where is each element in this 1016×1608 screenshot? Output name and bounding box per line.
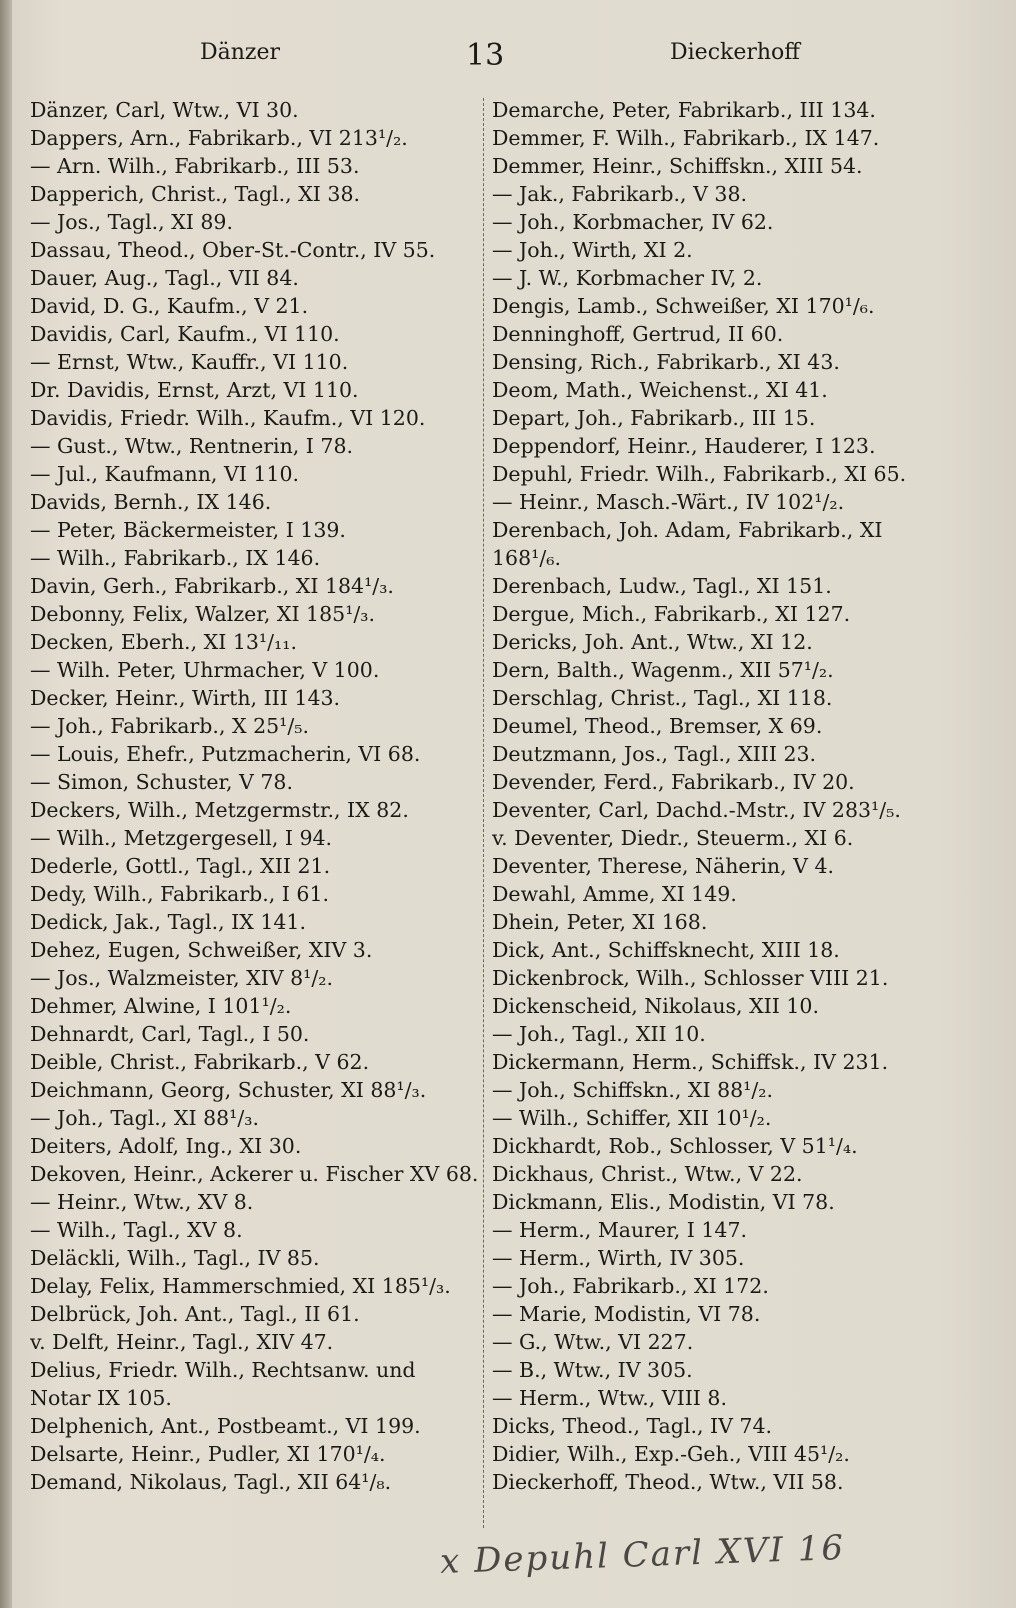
directory-entry: Dieckerhoff, Theod., Wtw., VII 58. [492,1470,844,1494]
directory-entry: David, D. G., Kaufm., V 21. [30,294,309,318]
directory-entry: — Joh., Korbmacher, IV 62. [492,210,774,234]
directory-entry: Depuhl, Friedr. Wilh., Fabrikarb., XI 65. [492,462,907,486]
directory-entry: Depart, Joh., Fabrikarb., III 15. [492,406,816,430]
directory-entry: Dehmer, Alwine, I 101¹/₂. [30,994,292,1018]
directory-entry: Dassau, Theod., Ober-St.-Contr., IV 55. [30,238,436,262]
directory-entry: Derenbach, Ludw., Tagl., XI 151. [492,574,832,598]
right-column [492,96,962,1496]
directory-entry: Derenbach, Joh. Adam, Fabrikarb., XI [492,518,883,542]
directory-entry: Deible, Christ., Fabrikarb., V 62. [30,1050,370,1074]
directory-entry: Demmer, F. Wilh., Fabrikarb., IX 147. [492,126,880,150]
directory-entry: Deom, Math., Weichenst., XI 41. [492,378,828,402]
directory-entry: — Wilh. Peter, Uhrmacher, V 100. [30,658,380,682]
directory-entry: v. Delft, Heinr., Tagl., XIV 47. [30,1330,334,1354]
directory-entry: — Herm., Maurer, I 147. [492,1218,747,1242]
directory-entry: Dhein, Peter, XI 168. [492,910,708,934]
directory-entry: Dewahl, Amme, XI 149. [492,882,737,906]
directory-entry: Dickermann, Herm., Schiffsk., IV 231. [492,1050,889,1074]
directory-entry: 168¹/₆. [492,546,561,570]
directory-entry: — Jos., Walzmeister, XIV 8¹/₂. [30,966,334,990]
directory-entry: Dickhardt, Rob., Schlosser, V 51¹/₄. [492,1134,858,1158]
directory-entry: — Joh., Schiffskn., XI 88¹/₂. [492,1078,774,1102]
directory-entry: Dick, Ant., Schiffsknecht, XIII 18. [492,938,840,962]
directory-entry: — Wilh., Metzgergesell, I 94. [30,826,333,850]
directory-entry: Deventer, Therese, Näherin, V 4. [492,854,835,878]
directory-entry: — Jul., Kaufmann, VI 110. [30,462,300,486]
directory-entry: — Louis, Ehefr., Putzmacherin, VI 68. [30,742,421,766]
directory-entry: — Heinr., Wtw., XV 8. [30,1190,254,1214]
directory-entry: Davidis, Carl, Kaufm., VI 110. [30,322,340,346]
directory-entry: Deichmann, Georg, Schuster, XI 88¹/₃. [30,1078,427,1102]
directory-entry: — Peter, Bäckermeister, I 139. [30,518,346,542]
directory-entry: — Joh., Fabrikarb., X 25¹/₅. [30,714,310,738]
directory-entry: Davin, Gerh., Fabrikarb., XI 184¹/₃. [30,574,394,598]
directory-entry: — B., Wtw., IV 305. [492,1358,693,1382]
directory-entry: Dergue, Mich., Fabrikarb., XI 127. [492,602,851,626]
directory-entry: Demand, Nikolaus, Tagl., XII 64¹/₈. [30,1470,392,1494]
directory-entry: Delay, Felix, Hammerschmied, XI 185¹/₃. [30,1274,451,1298]
column-divider [483,98,484,1528]
directory-entry: Dehnardt, Carl, Tagl., I 50. [30,1022,310,1046]
directory-entry: Dickmann, Elis., Modistin, VI 78. [492,1190,835,1214]
directory-entry: — Joh., Fabrikarb., XI 172. [492,1274,769,1298]
directory-entry: Dericks, Joh. Ant., Wtw., XI 12. [492,630,813,654]
directory-entry: Dickhaus, Christ., Wtw., V 22. [492,1162,803,1186]
directory-entry: Dappers, Arn., Fabrikarb., VI 213¹/₂. [30,126,408,150]
directory-entry: Demmer, Heinr., Schiffskn., XIII 54. [492,154,863,178]
directory-entry: Derschlag, Christ., Tagl., XI 118. [492,686,833,710]
directory-entry: — Jos., Tagl., XI 89. [30,210,233,234]
directory-entry: Deumel, Theod., Bremser, X 69. [492,714,823,738]
directory-entry: Delbrück, Joh. Ant., Tagl., II 61. [30,1302,360,1326]
directory-entry: — Ernst, Wtw., Kauffr., VI 110. [30,350,349,374]
page-binding-edge [0,0,12,1608]
directory-entry: — Wilh., Tagl., XV 8. [30,1218,243,1242]
directory-entry: — Gust., Wtw., Rentnerin, I 78. [30,434,354,458]
directory-entry: Dr. Davidis, Ernst, Arzt, VI 110. [30,378,359,402]
directory-entry: Notar IX 105. [30,1386,172,1410]
directory-entry: Delsarte, Heinr., Pudler, XI 170¹/₄. [30,1442,386,1466]
directory-entry: Deckers, Wilh., Metzgermstr., IX 82. [30,798,409,822]
directory-entry: — Joh., Tagl., XII 10. [492,1022,706,1046]
directory-entry: — Marie, Modistin, VI 78. [492,1302,761,1326]
directory-entry: — Joh., Tagl., XI 88¹/₃. [30,1106,260,1130]
directory-entry: Dedick, Jak., Tagl., IX 141. [30,910,306,934]
directory-entry: Dicks, Theod., Tagl., IV 74. [492,1414,773,1438]
directory-entry: Densing, Rich., Fabrikarb., XI 43. [492,350,840,374]
directory-entry: Dapperich, Christ., Tagl., XI 38. [30,182,361,206]
directory-entry: Demarche, Peter, Fabrikarb., III 134. [492,98,876,122]
directory-entry: Dänzer, Carl, Wtw., VI 30. [30,98,299,122]
directory-entry: Decken, Eberh., XI 13¹/₁₁. [30,630,297,654]
handwritten-annotation: x Depuhl Carl XVI 16 [439,1527,846,1583]
directory-entry: Debonny, Felix, Walzer, XI 185¹/₃. [30,602,376,626]
directory-entry: — J. W., Korbmacher IV, 2. [492,266,763,290]
directory-entry: Dengis, Lamb., Schweißer, XI 170¹/₆. [492,294,875,318]
directory-entry: Deppendorf, Heinr., Hauderer, I 123. [492,434,876,458]
directory-entry: Davidis, Friedr. Wilh., Kaufm., VI 120. [30,406,426,430]
directory-entry: — Joh., Wirth, XI 2. [492,238,693,262]
page-header [30,38,800,78]
directory-entry: — G., Wtw., VI 227. [492,1330,694,1354]
directory-entry: Dauer, Aug., Tagl., VII 84. [30,266,299,290]
directory-entry: Dedy, Wilh., Fabrikarb., I 61. [30,882,330,906]
directory-entry: Delius, Friedr. Wilh., Rechtsanw. und [30,1358,416,1382]
directory-entry: — Wilh., Fabrikarb., IX 146. [30,546,321,570]
directory-entry: Delphenich, Ant., Postbeamt., VI 199. [30,1414,421,1438]
directory-entry: Dehez, Eugen, Schweißer, XIV 3. [30,938,373,962]
directory-entry: — Wilh., Schiffer, XII 10¹/₂. [492,1106,772,1130]
directory-entry: v. Deventer, Diedr., Steuerm., XI 6. [492,826,854,850]
directory-entry: Deiters, Adolf, Ing., XI 30. [30,1134,302,1158]
left-column [30,96,490,1496]
directory-entry: — Herm., Wirth, IV 305. [492,1246,745,1270]
directory-entry: Dederle, Gottl., Tagl., XII 21. [30,854,331,878]
directory-entry: Decker, Heinr., Wirth, III 143. [30,686,341,710]
directory-entry: — Jak., Fabrikarb., V 38. [492,182,747,206]
directory-entry: Deutzmann, Jos., Tagl., XIII 23. [492,742,817,766]
directory-entry: — Arn. Wilh., Fabrikarb., III 53. [30,154,360,178]
directory-entry: Didier, Wilh., Exp.-Geh., VIII 45¹/₂. [492,1442,850,1466]
directory-entry: Deventer, Carl, Dachd.-Mstr., IV 283¹/₅. [492,798,901,822]
header-last-entry: Dieckerhoff [670,40,800,65]
directory-entry: Dekoven, Heinr., Ackerer u. Fischer XV 68. [30,1162,479,1186]
directory-entry: Deläckli, Wilh., Tagl., IV 85. [30,1246,320,1270]
directory-entry: Denninghoff, Gertrud, II 60. [492,322,784,346]
directory-entry: Dern, Balth., Wagenm., XII 57¹/₂. [492,658,834,682]
page-number: 13 [466,38,505,73]
directory-entry: Dickenbrock, Wilh., Schlosser VIII 21. [492,966,889,990]
directory-entry: Devender, Ferd., Fabrikarb., IV 20. [492,770,855,794]
directory-entry: — Simon, Schuster, V 78. [30,770,293,794]
directory-entry: Dickenscheid, Nikolaus, XII 10. [492,994,819,1018]
directory-entry: Davids, Bernh., IX 146. [30,490,272,514]
directory-entry: — Heinr., Masch.-Wärt., IV 102¹/₂. [492,490,845,514]
directory-entry: — Herm., Wtw., VIII 8. [492,1386,727,1410]
header-first-entry: Dänzer [200,40,281,65]
